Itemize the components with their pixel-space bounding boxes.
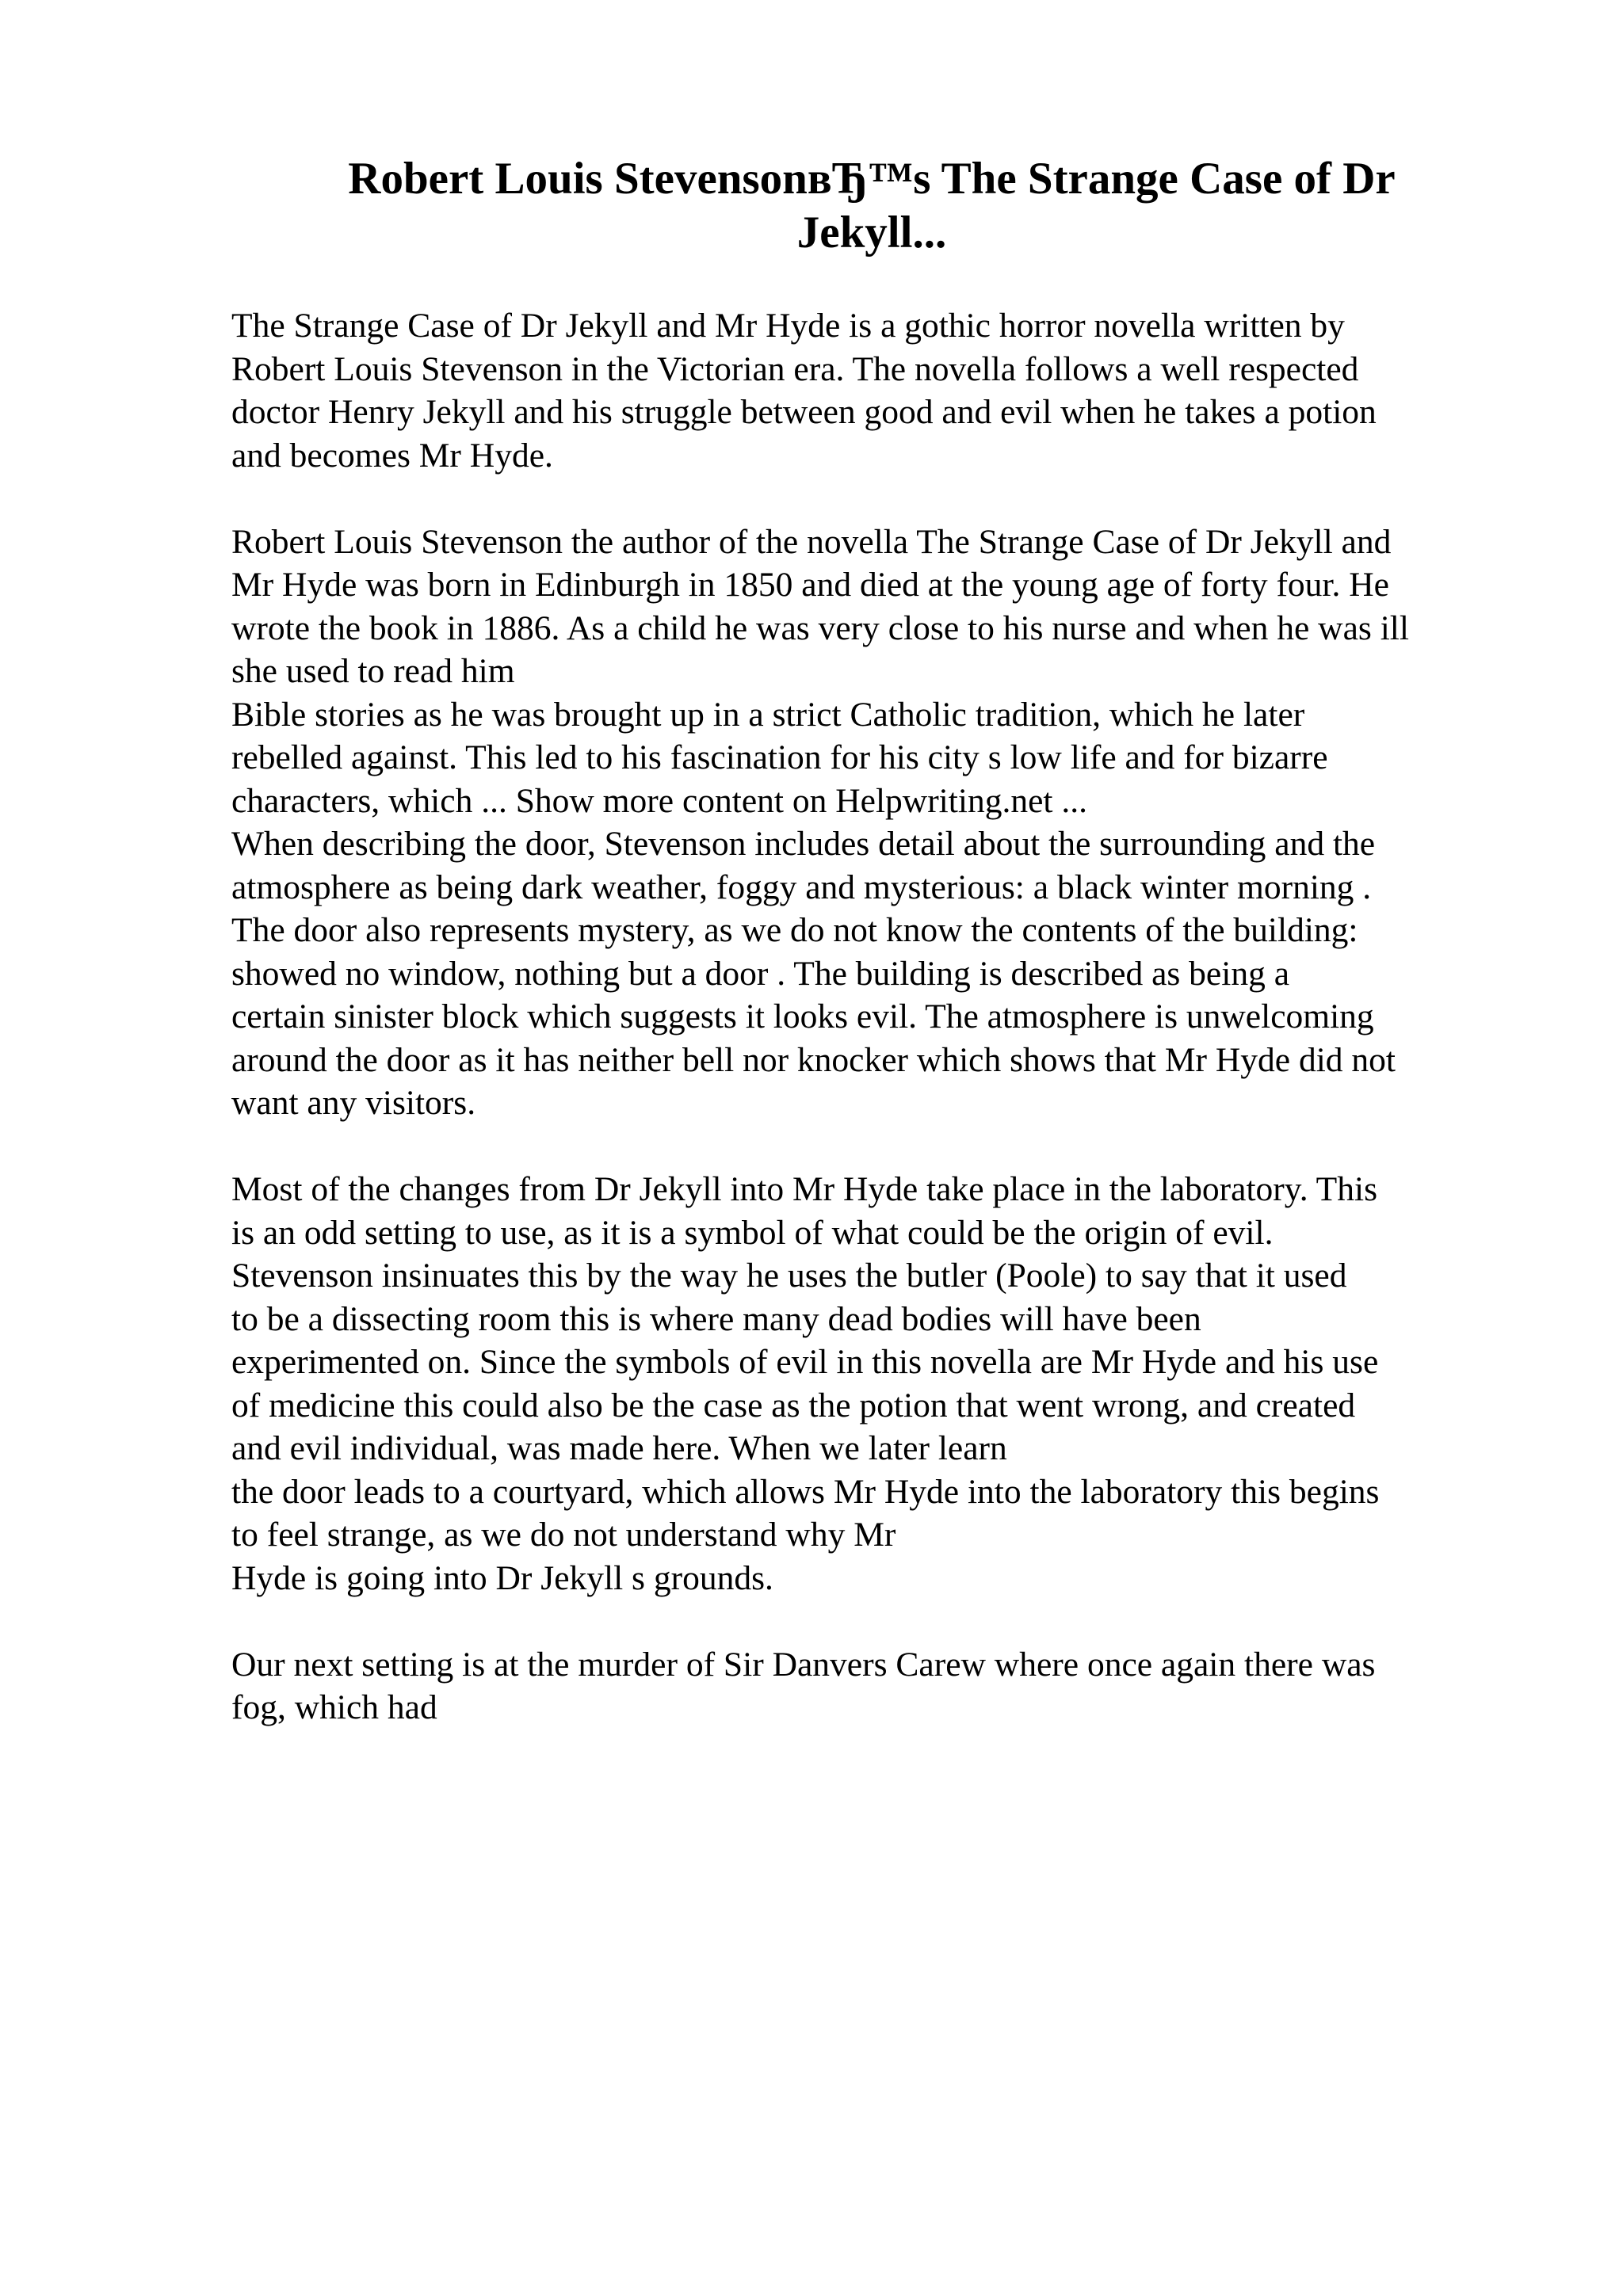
- text-line: Bible stories as he was brought up in a strict Catholic tradition, which he later: [231, 695, 1305, 734]
- document-body: [231, 304, 1531, 1730]
- title-line: Jekyll...: [796, 208, 947, 257]
- text-line: to be a dissecting room this is where many dead bodies will have been: [231, 1299, 1201, 1338]
- text-line: wrote the book in 1886. As a child he was very close to his nurse and when he was ill: [231, 608, 1409, 647]
- text-line: showed no window, nothing but a door . The building is described as being a: [231, 954, 1290, 993]
- text-line: Hyde is going into Dr Jekyll s grounds.: [231, 1558, 773, 1597]
- text-line: the door leads to a courtyard, which allows Mr Hyde into the laboratory this begins: [231, 1472, 1380, 1511]
- text-line: certain sinister block which suggests it looks evil. The atmosphere is unwelcoming: [231, 997, 1374, 1035]
- text-line: Mr Hyde was born in Edinburgh in 1850 and died at the young age of forty four. He: [231, 566, 1389, 604]
- paragraph-spacer: [231, 477, 1531, 521]
- text-line: want any visitors.: [231, 1084, 476, 1122]
- title-line: Robert Louis StevensonвЂ™s The Strange Case of Dr: [348, 154, 1396, 204]
- text-line: to feel strange, as we do not understand why Mr: [231, 1516, 896, 1554]
- text-line: rebelled against. This led to his fascination for his city s low life and for bizarre: [231, 738, 1328, 776]
- text-line: and becomes Mr Hyde.: [231, 436, 553, 475]
- paragraph-spacer: [231, 1600, 1531, 1643]
- text-line: of medicine this could also be the case as the potion that went wrong, and created: [231, 1386, 1356, 1425]
- paragraph: [231, 1168, 1531, 1600]
- text-line: The Strange Case of Dr Jekyll and Mr Hyde is a gothic horror novella written by: [231, 307, 1345, 345]
- text-line: Robert Louis Stevenson in the Victorian era. The novella follows a well respected: [231, 349, 1359, 388]
- text-line: characters, which ... Show more content on Helpwriting.net ...: [231, 781, 1087, 820]
- text-line: fog, which had: [231, 1688, 437, 1726]
- text-line: experimented on. Since the symbols of evil in this novella are Mr Hyde and his use: [231, 1343, 1379, 1381]
- paragraph: [231, 304, 1531, 477]
- text-line: Our next setting is at the murder of Sir Danvers Carew where once again there was: [231, 1645, 1376, 1684]
- text-line: she used to read him: [231, 652, 515, 690]
- text-line: around the door as it has neither bell nor knocker which shows that Mr Hyde did not: [231, 1040, 1396, 1079]
- text-line: is an odd setting to use, as it is a symbol of what could be the origin of evil.: [231, 1213, 1274, 1252]
- paragraph: [231, 521, 1531, 1125]
- text-line: Most of the changes from Dr Jekyll into Mr Hyde take place in the laboratory. This: [231, 1170, 1378, 1208]
- text-line: atmosphere as being dark weather, foggy and mysterious: a black winter morning .: [231, 868, 1372, 906]
- paragraph: [231, 1643, 1531, 1730]
- text-line: The door also represents mystery, as we do not know the contents of the building:: [231, 911, 1358, 949]
- text-line: When describing the door, Stevenson includes detail about the surrounding and the: [231, 825, 1376, 863]
- paragraph-spacer: [231, 1125, 1531, 1169]
- text-line: Robert Louis Stevenson the author of the novella The Strange Case of Dr Jekyll and: [231, 522, 1392, 561]
- text-line: doctor Henry Jekyll and his struggle between good and evil when he takes a potion: [231, 393, 1377, 431]
- text-line: Stevenson insinuates this by the way he uses the butler (Poole) to say that it used: [231, 1257, 1347, 1295]
- text-line: and evil individual, was made here. When we later learn: [231, 1429, 1007, 1467]
- document-title: [230, 152, 1514, 260]
